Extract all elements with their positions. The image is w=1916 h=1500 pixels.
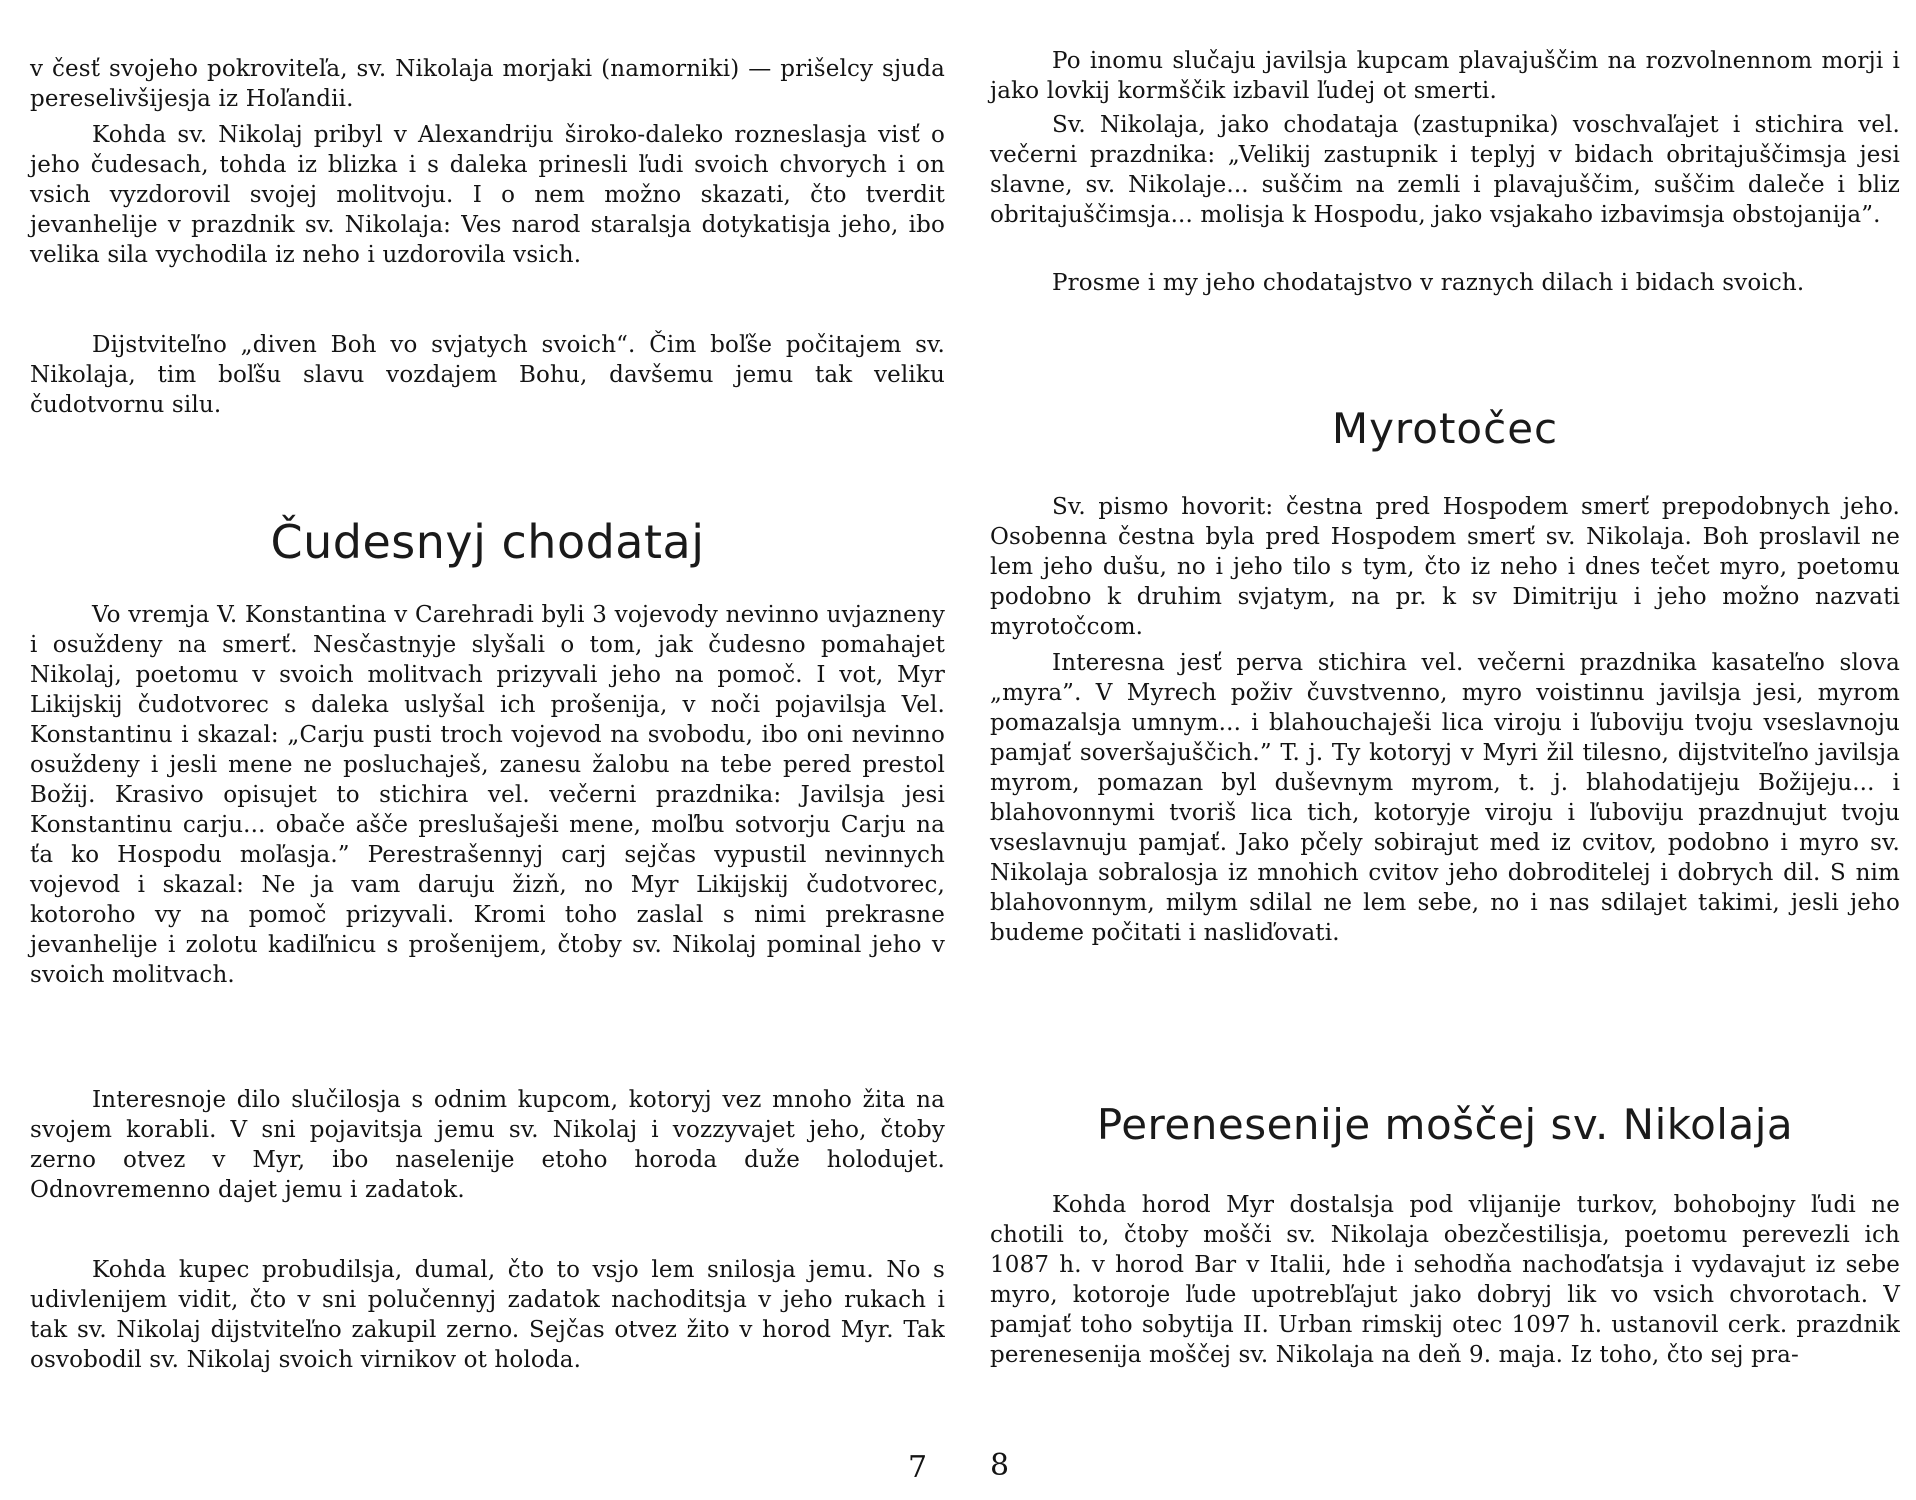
right-page: [990, 0, 1900, 1500]
paragraph: Kohda horod Myr dostalsja pod vlijanije turkov, bohobojny ľudi ne chotili to, čtoby mošči sv. Nikolaja obezčestilisja, poetomu perevezli ich 1087 h. v horod Bar v Italii, hde i sehodňa nachoďatsja i vydavajut iz sebe myro, kotoroje ľude upotrebľajut jako dobryj lik vo vsich chvorotach. V pamjať toho sobytija II. Urban rimskij otec 1097 h. ustanovil cerk. prazdnik perenesenija moščej sv. Nikolaja na deň 9. maja. Iz toho, čto sej pra-: [990, 1192, 1900, 1368]
page-number: 7: [908, 1450, 928, 1485]
section-heading: Čudesnyj chodataj: [270, 515, 705, 569]
paragraph: Kohda sv. Nikolaj pribyl v Alexandriju široko-daleko rozneslasja visť o jeho čudesach, tohda iz blizka i s daleka prinesli ľudi svoich chvorych i on vsich vyzdorovil svojej molitvoju. I o nem možno skazati, čto tverdit jevanhelije v prazdnik sv. Nikolaja: Ves narod staralsja dotykatisja jeho, ibo velika sila vychodila iz neho i uzdorovila vsich.: [30, 122, 945, 268]
paragraph: Dijstviteľno „diven Boh vo svjatych svoich“. Čim boľše počitajem sv. Nikolaja, tim boľšu slavu vozdajem Bohu, davšemu jemu tak veliku čudotvornu silu.: [30, 332, 945, 418]
paragraph: Po inomu slučaju javilsja kupcam plavajuščim na rozvolnennom morji i jako lovkij kormščik izbavil ľudej ot smerti.: [990, 48, 1900, 104]
paragraph: Prosme i my jeho chodatajstvo v raznych dilach i bidach svoich.: [1052, 270, 1805, 296]
section-heading: Perenesenije moščej sv. Nikolaja: [1096, 1100, 1794, 1149]
paragraph: Interesnoje dilo slučilosja s odnim kupcom, kotoryj vez mnoho žita na svojem korabli. V sni pojavitsja jemu sv. Nikolaj i vozzyvajet jeho, čtoby zerno otvez v Myr, ibo naselenije etoho horoda duže holodujet. Odnovremenno dajet jemu i zadatok.: [30, 1087, 945, 1203]
paragraph: Interesna jesť perva stichira vel. večerni prazdnika kasateľno slova „myra”. V Myrech poživ čuvstvenno, myro voistinnu javilsja jesi, myrom pomazalsja umnym... i blahouchaješi lica viroju i ľuboviju tvoju vseslavnoju pamjať soveršajuščich.” T. j. Ty kotoryj v Myri žil tilesno, dijstviteľno javilsja myrom, pomazan byl duševnym myrom, t. j. blahodatijeju Božijeju... i blahovonnymi tvoriš lica tich, kotoryje viroju i ľuboviju prazdnujut tvoju vseslavnuju pamjať. Jako pčely sobirajut med iz cvitov, podobno i myro sv. Nikolaja sobralosja iz mnohich cvitov jeho dobroditelej i dobrych dil. S nim blahovonnym, milym sdilal ne lem sebe, no i nas sdilajet takimi, jesli jeho budeme počitati i nasliďovati.: [990, 650, 1900, 946]
paragraph: Sv. Nikolaja, jako chodataja (zastupnika) voschvaľajet i stichira vel. večerni prazdnika: „Velikij zastupnik i teplyj v bidach obritajuščimsja jesi slavne, sv. Nikolaje... suščim na zemli i plavajuščim, suščim daleče i bliz obritajuščimsja... molisja k Hospodu, jako vsjakaho izbavimsja obstojanija”.: [990, 112, 1900, 228]
left-page: [30, 0, 945, 1500]
page-number: 8: [990, 1448, 1010, 1483]
section-heading: Myrotočec: [1331, 404, 1559, 453]
paragraph: Sv. pismo hovorit: čestna pred Hospodem smerť prepodobnych jeho. Osobenna čestna byla pred Hospodem smerť sv. Nikolaja. Boh proslavil ne lem jeho dušu, no i jeho tilo s tym, čto iz neho i dnes tečet myro, poetomu podobno k druhim svjatym, na pr. k sv Dimitriju i jeho možno nazvati myrotočcom.: [990, 494, 1900, 640]
paragraph: Vo vremja V. Konstantina v Carehradi byli 3 vojevody nevinno uvjazneny i osuždeny na smerť. Nesčastnyje slyšali o tom, jak čudesno pomahajet Nikolaj, poetomu v svoich molitvach prizyvali jeho na pomoč. I vot, Myr Likijskij čudotvorec s daleka uslyšal ich prošenija, v noči pojavilsja Vel. Konstantinu i skazal: „Carju pusti troch vojevod na svobodu, ibo oni nevinno osuždeny i jesli mene ne posluchaješ, zanesu žalobu na tebe pered prestol Božij. Krasivo opisujet to stichira vel. večerni prazdnika: Javilsja jesi Konstantinu carju... obače ašče preslušaješi mene, moľbu sotvorju Carju na ťa ko Hospodu moľasja.” Perestrašennyj carj sejčas vypustil nevinnych vojevod i skazal: Ne ja vam daruju žizň, no Myr Likijskij čudotvorec, kotoroho vy na pomoč prizyvali. Kromi toho zaslal s nimi prekrasne jevanhelije i zolotu kadiľnicu s prošenijem, čtoby sv. Nikolaj pominal jeho v svoich molitvach.: [30, 602, 945, 988]
paragraph: Kohda kupec probudilsja, dumal, čto to vsjo lem snilosja jemu. No s udivlenijem vidit, čto v sni polučennyj zadatok nachoditsja v jeho rukach i tak sv. Nikolaj dijstviteľno zakupil zerno. Sejčas otvez žito v horod Myr. Tak osvobodil sv. Nikolaj svoich virnikov ot holoda.: [30, 1257, 945, 1373]
paragraph: v česť svojeho pokroviteľa, sv. Nikolaja morjaki (namorniki) — prišelcy sjuda pereselivšijesja iz Hoľandii.: [30, 56, 945, 112]
